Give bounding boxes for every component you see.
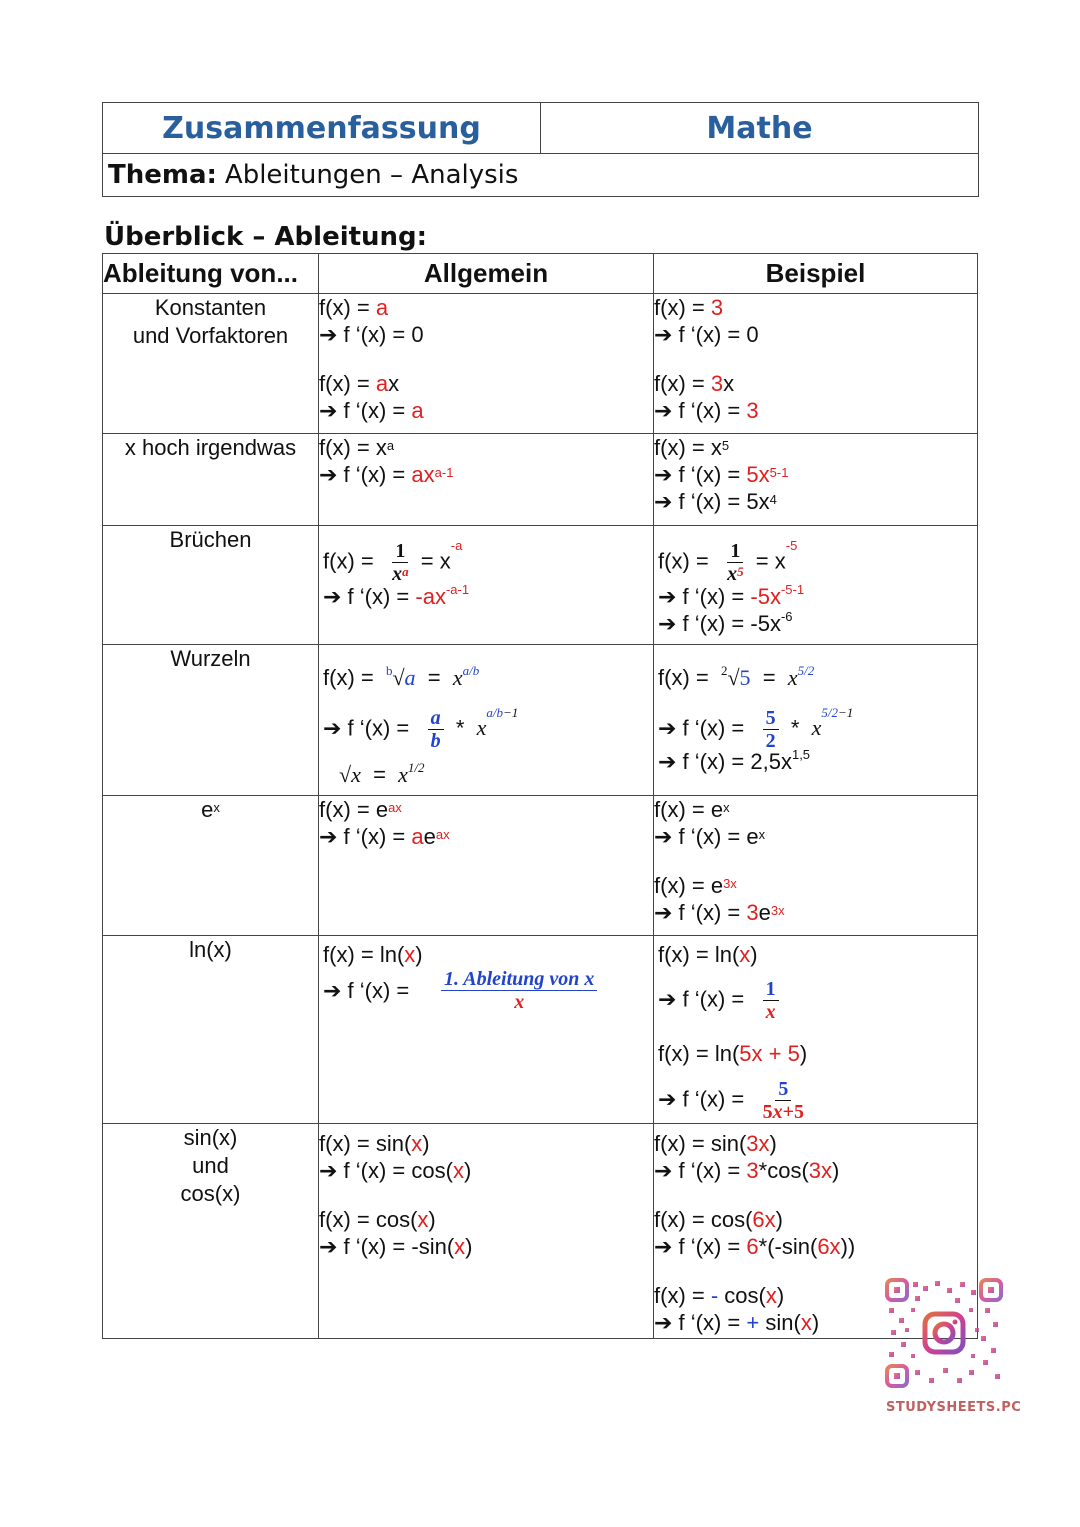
col-header-example: Beispiel <box>654 254 978 294</box>
doc-subject: Mathe <box>540 103 978 153</box>
brand-name: STUDYSHEETS.PC <box>886 1400 1022 1415</box>
example-cell: $f(x) = x^5$ ➔ f ‘$(x) = 5x^{5-1}$ ➔ f ‘$(x) = 5x^4$ <box>654 434 978 526</box>
row-label-line: sin(x) <box>183 1125 238 1150</box>
example-cell: f(x) = ln(x) ➔ f ‘(x) = $\frac{1}{x}$ f(x) = ln(5x + 5) ➔ f ‘(x) = $\frac{5}{5x+5}$ <box>654 936 978 1124</box>
row-label-fractions: Brüchen <box>103 526 319 645</box>
row-label-text: e <box>201 797 214 822</box>
row-label-line: und <box>192 1153 229 1178</box>
topic-value: Ableitungen – Analysis <box>224 160 519 190</box>
ln-fraction-denominator: x <box>514 991 525 1013</box>
row-label-ln: ln(x) <box>103 936 319 1124</box>
doc-title: Zusammenfassung <box>162 110 481 146</box>
derivative-table <box>102 253 978 1339</box>
table-header-row <box>103 254 978 294</box>
general-cell: f(x) = $\frac{1}{x^a}$ = $x^{-a}$ ➔ f ‘$(x) = -ax^{-a-1}$ <box>319 526 654 645</box>
col-header-general: Allgemein <box>319 254 654 294</box>
table-row <box>103 796 978 936</box>
row-label-exp <box>103 796 319 936</box>
table-row <box>103 936 978 1124</box>
row-label-power: x hoch irgendwas <box>103 434 319 526</box>
section-title: Überblick – Ableitung: <box>104 222 428 252</box>
instagram-qr-icon[interactable] <box>885 1278 1003 1388</box>
table-row <box>103 434 978 526</box>
table-row <box>103 526 978 645</box>
row-label-line: und Vorfaktoren <box>132 323 289 348</box>
general-cell: f(x) = ln(x) ➔ f ‘(x) = 1. Ableitung von x x <box>319 936 654 1124</box>
general-cell: f(x) = a ➔ f ‘(x) = 0 f(x) = ax ➔ f ‘(x) = a <box>319 294 654 434</box>
general-cell: $f(x) = x^a$ ➔ f ‘$(x) = ax^{a-1}$ <box>319 434 654 526</box>
row-label-sup: x <box>213 800 220 815</box>
general-cell: $f(x) = e^{ax}$ ➔ f ‘$(x) = ae^{ax}$ <box>319 796 654 936</box>
ln-general-fraction <box>441 968 597 1013</box>
example-cell: f(x) = sin(3x) ➔ f ‘(x) = 3*cos(3x) f(x) = cos(6x) ➔ f ‘(x) = 6*(-sin(6x)) f(x) = - cos(x) ➔ f ‘(x) = + sin(x) <box>654 1124 978 1339</box>
topic-row <box>103 154 978 196</box>
row-label-trig <box>103 1124 319 1339</box>
example-cell: $f(x) = e^x$ ➔ f ‘$(x) = e^x$ $f(x) = e^{3x}$ ➔ f ‘$(x) = 3e^{3x}$ <box>654 796 978 936</box>
row-label-line: Konstanten <box>154 295 267 320</box>
row-label-constants <box>103 294 319 434</box>
example-cell: f(x) = $\frac{1}{x^5}$ = $x^{-5}$ ➔ f ‘$(x) = -5x^{-5-1}$ ➔ f ‘$(x) = -5x^{-6}$ <box>654 526 978 645</box>
table-row <box>103 294 978 434</box>
ln-fraction-numerator: 1. Ableitung von x <box>444 968 595 990</box>
general-cell: f(x) = sin(x) ➔ f ‘(x) = cos(x) f(x) = cos(x) ➔ f ‘(x) = -sin(x) <box>319 1124 654 1339</box>
table-row <box>103 645 978 796</box>
row-label-roots: Wurzeln <box>103 645 319 796</box>
example-cell: $f(x) = ^2√5 = x^{5/2}$ ➔ f ‘(x) = $\frac{5}{2}$ * $x^{5/2-1}$ ➔ f ‘$(x) = 2,5x^{1,5}$ <box>654 645 978 796</box>
col-header-derivative-of: Ableitung von... <box>103 254 319 294</box>
table-row <box>103 1124 978 1339</box>
general-cell: $f(x) = ^b√a = x^{a/b}$ ➔ f ‘(x) = $\frac{a}{b}$ * $x^{a/b-1}$ $√x = x^{1/2}$ <box>319 645 654 796</box>
row-label-line: cos(x) <box>180 1181 241 1206</box>
example-cell: f(x) = 3 ➔ f ‘(x) = 0 f(x) = 3x ➔ f ‘(x) = 3 <box>654 294 978 434</box>
header-box <box>102 102 979 197</box>
topic-label: Thema: <box>108 160 217 190</box>
